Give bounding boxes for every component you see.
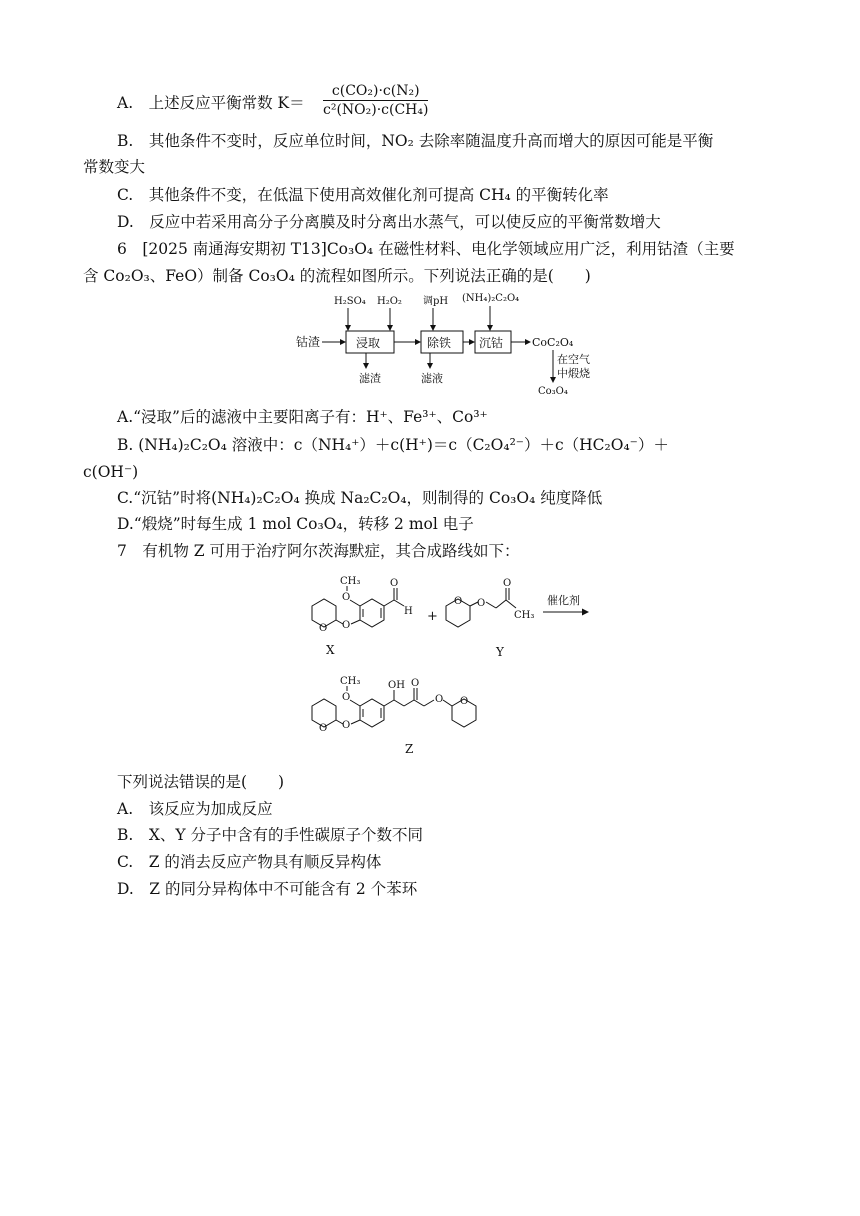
molecule-x — [312, 576, 413, 634]
flow-box-leaching-label: 浸取 — [356, 336, 381, 350]
flow-condition-line2: 中煅烧 — [557, 367, 590, 380]
z-ring-oxygen-left: O — [319, 723, 328, 734]
molecule-z — [312, 676, 476, 734]
q7-option-d: D. Z 的同分异构体中不可能含有 2 个苯环 — [117, 880, 418, 898]
flow-product-label: CoC₂O₄ — [532, 336, 574, 349]
flow-output-residue: 滤渣 — [359, 372, 381, 385]
q6-option-c: C.“沉钴”时将(NH₄)₂C₂O₄ 换成 Na₂C₂O₄，则制得的 Co₃O₄ 纯度降低 — [117, 489, 603, 507]
z-methyl-label: CH₃ — [340, 676, 361, 687]
q6-stem-line1: 6 [2025 南通海安期初 T13]Co₃O₄ 在磁性材料、电化学领域应用广泛，利用钴渣（主要 — [117, 240, 735, 258]
label-z: Z — [405, 742, 414, 756]
x-methoxy-oxygen: O — [342, 592, 351, 603]
q6-flow-diagram — [290, 290, 620, 400]
flow-input-ammonium-oxalate: (NH₄)₂C₂O₄ — [462, 293, 520, 304]
plus-sign: + — [427, 609, 438, 624]
y-ketone-oxygen: O — [503, 578, 512, 589]
label-x: X — [326, 643, 335, 657]
q7-question: 下列说法错误的是( ) — [117, 773, 285, 791]
q5-equilibrium-fraction — [323, 82, 428, 119]
z-ether-oxygen-left: O — [342, 720, 351, 731]
z-hydroxyl-label: OH — [388, 680, 405, 691]
flow-box-iron-removal-label: 除铁 — [427, 336, 452, 350]
q7-option-b: B. X、Y 分子中含有的手性碳原子个数不同 — [117, 826, 424, 844]
q6-stem-line2: 含 Co₂O₃、FeO）制备 Co₃O₄ 的流程如图所示。下列说法正确的是( ) — [83, 267, 591, 285]
q6-option-b-line2: c(OH⁻) — [83, 463, 139, 481]
flow-input-h2o2: H₂O₂ — [377, 296, 402, 307]
flow-final-product: Co₃O₄ — [538, 386, 568, 397]
z-methoxy-oxygen: O — [342, 692, 351, 703]
x-aldehyde-oxygen: O — [390, 578, 399, 589]
catalyst-label: 催化剂 — [547, 594, 580, 607]
q7-option-a: A. 该反应为加成反应 — [117, 800, 273, 818]
flow-input-adjust-ph: 调pH — [423, 296, 449, 307]
q7-synthesis-scheme — [290, 570, 600, 760]
q7-stem: 7 有机物 Z 可用于治疗阿尔茨海默症，其合成路线如下： — [117, 542, 520, 560]
molecule-y — [446, 578, 534, 627]
y-ether-oxygen: O — [477, 598, 486, 609]
q5-option-a-prefix: A. 上述反应平衡常数 K＝ — [117, 94, 305, 112]
q5-option-b-line2: 常数变大 — [83, 158, 146, 176]
y-ring-oxygen: O — [454, 596, 463, 607]
flow-start-label: 钴渣 — [296, 335, 321, 349]
q5-option-c: C. 其他条件不变，在低温下使用高效催化剂可提高 CH₄ 的平衡转化率 — [117, 186, 609, 204]
flow-output-filtrate: 滤液 — [421, 372, 443, 385]
flow-box-cobalt-precipitation-label: 沉钴 — [479, 336, 504, 350]
flow-condition-line1: 在空气 — [557, 353, 590, 366]
x-aldehyde-hydrogen: H — [404, 606, 413, 617]
q5-fraction-denominator: c²(NO₂)·c(CH₄) — [323, 102, 429, 118]
z-ring-oxygen-right: O — [460, 696, 469, 707]
x-methyl-label: CH₃ — [340, 576, 361, 587]
q6-option-a: A.“浸取”后的滤液中主要阳离子有：H⁺、Fe³⁺、Co³⁺ — [117, 408, 488, 426]
q6-option-b-line1: B. (NH₄)₂C₂O₄ 溶液中：c（NH₄⁺）＋c(H⁺)＝c（C₂O₄²⁻）＋c（HC₂O₄⁻）＋ — [117, 436, 669, 454]
x-ether-oxygen: O — [342, 620, 351, 631]
z-ketone-oxygen: O — [411, 678, 420, 689]
x-ring-oxygen: O — [319, 623, 328, 634]
q5-option-d: D. 反应中若采用高分子分离膜及时分离出水蒸气，可以使反应的平衡常数增大 — [117, 213, 661, 231]
q5-fraction-numerator: c(CO₂)·c(N₂) — [323, 82, 428, 101]
label-y: Y — [496, 645, 504, 659]
y-methyl-label: CH₃ — [514, 610, 535, 621]
q5-option-b-line1: B. 其他条件不变时，反应单位时间，NO₂ 去除率随温度升高而增大的原因可能是平衡 — [117, 132, 714, 150]
z-ether-oxygen-right: O — [435, 694, 444, 705]
flow-input-h2so4: H₂SO₄ — [334, 296, 366, 307]
q6-option-d: D.“煅烧”时每生成 1 mol Co₃O₄，转移 2 mol 电子 — [117, 515, 474, 533]
q7-option-c: C. Z 的消去反应产物具有顺反异构体 — [117, 853, 382, 871]
